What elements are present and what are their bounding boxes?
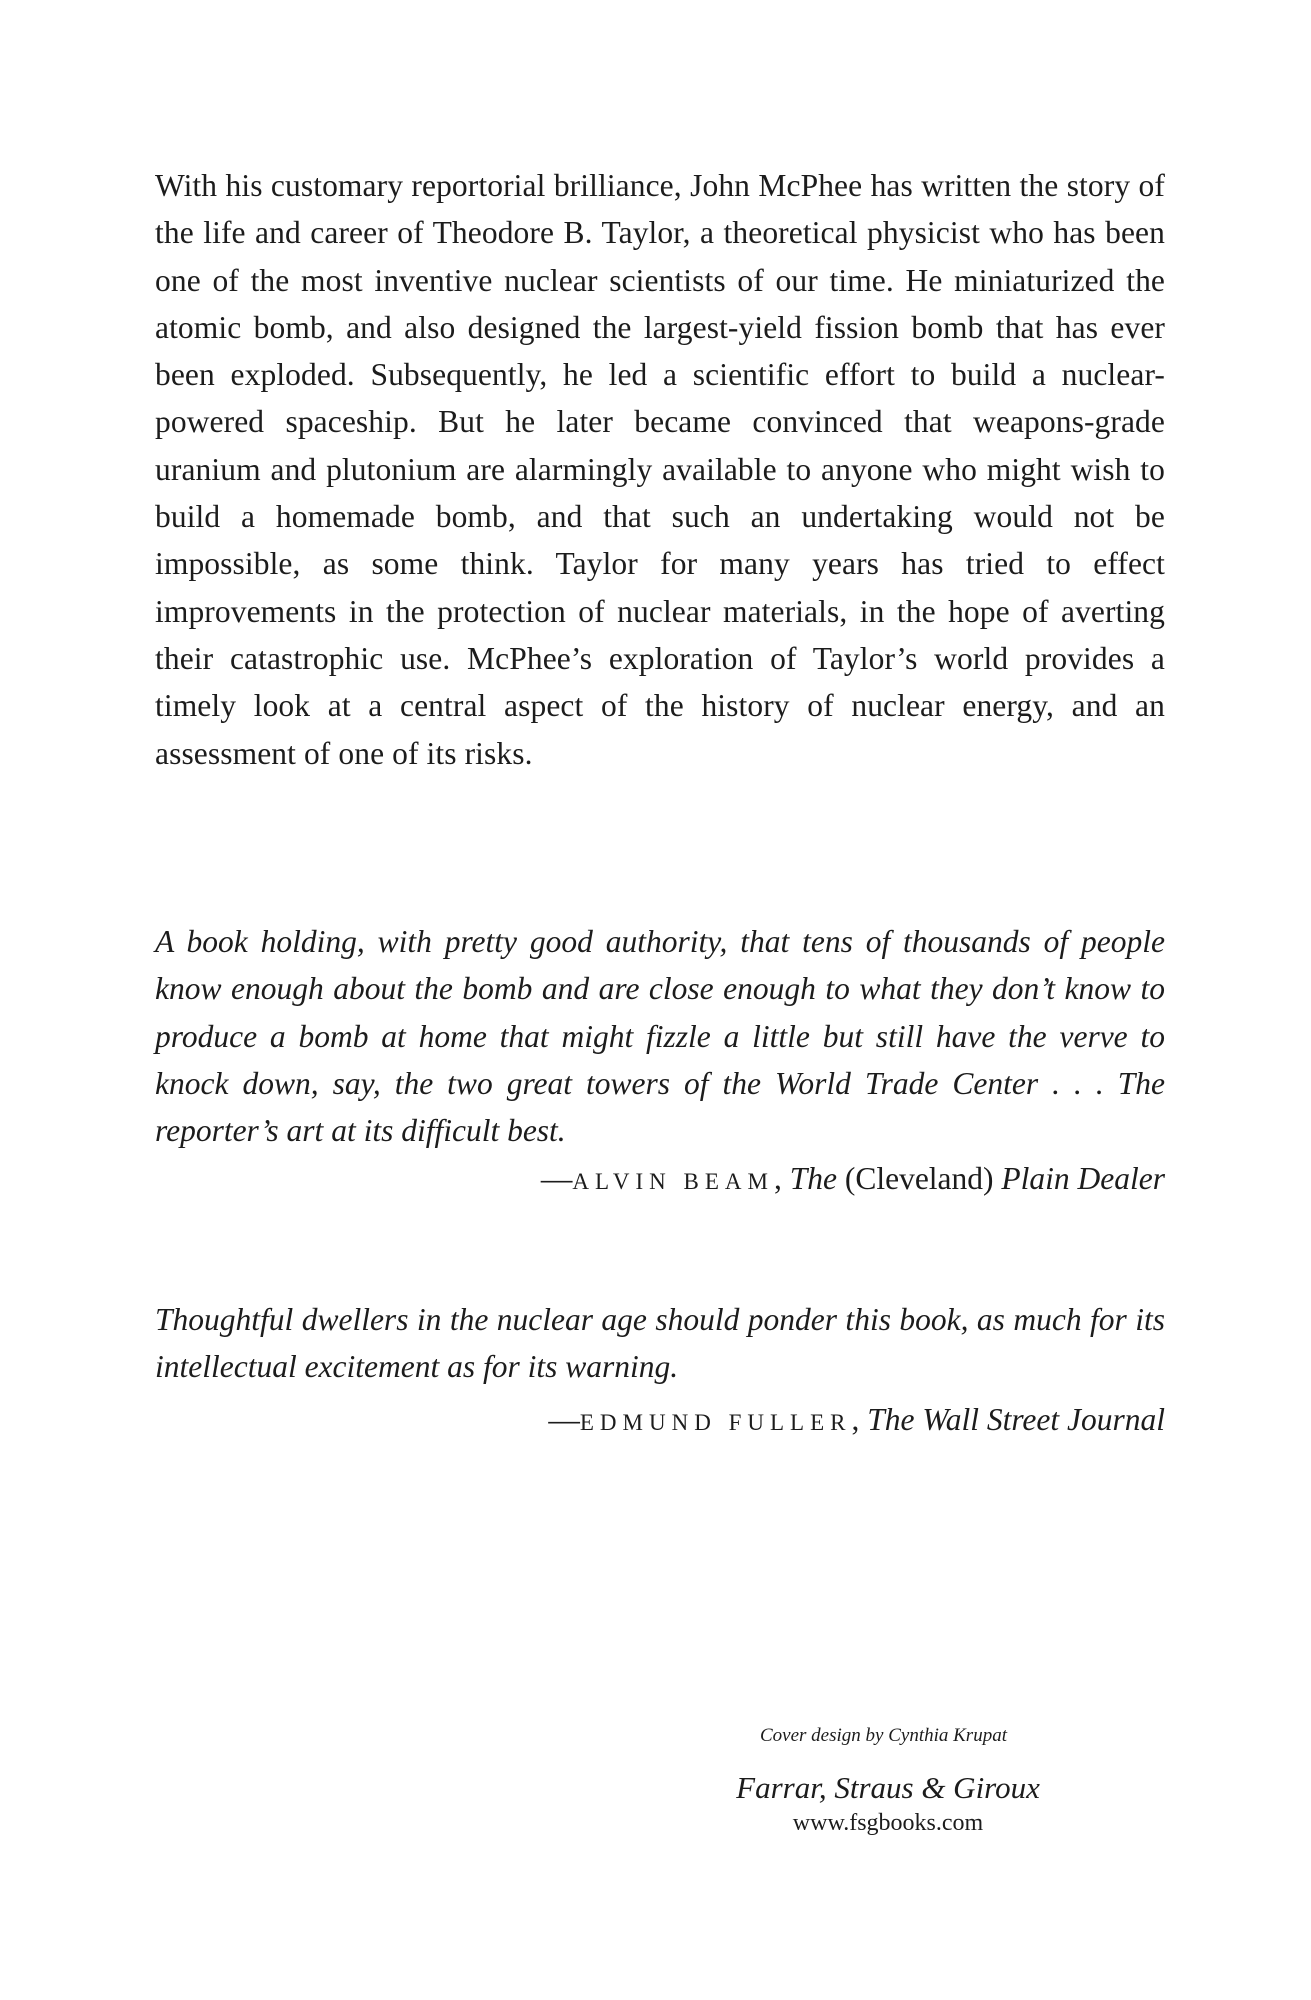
attribution-separator: , — [851, 1402, 868, 1437]
review-source-article: The — [789, 1161, 837, 1196]
publisher-name: Farrar, Straus & Giroux — [736, 1770, 1040, 1805]
review-source: The Wall Street Journal — [867, 1402, 1165, 1437]
review-source-title: Plain Dealer — [1001, 1161, 1165, 1196]
review-attribution-2 — [548, 1396, 1165, 1446]
reviewer-name: EDMUND FULLER — [579, 1410, 852, 1435]
review-source-city: (Cleveland) — [836, 1161, 1002, 1196]
reviewer-name: ALVIN BEAM — [572, 1169, 774, 1194]
publisher-block — [723, 1768, 1053, 1838]
review-quote-2: Thoughtful dwellers in the nuclear age should ponder this book, as much for its intellectual excitement as for its warning. — [155, 1302, 1165, 1385]
review-attribution-1 — [541, 1155, 1165, 1205]
review-quote-1: A book holding, with pretty good authority, that tens of thousands of people know enough about the bomb and are close enough to what they don’t know to produce a bomb at home that might fizzle a little but still have the verve to knock down, say, the two great towers of the World Trade Center . . . The reporter’s art at its difficult best. — [155, 924, 1165, 1149]
publisher-url: www.fsgbooks.com — [792, 1810, 984, 1836]
attribution-dash: — — [548, 1402, 580, 1437]
attribution-dash: — — [540, 1161, 573, 1196]
book-description: With his customary reportorial brilliance, John McPhee has written the story of the life and career of Theodore B. Taylor, a theoretical physicist who has been one of the most inventive nuclear scientists of our time. He miniaturized the atomic bomb, and also designed the largest-yield fission bomb that has ever been exploded. Subsequently, he led a scientific effort to build a nuclear-powered spaceship. But he later became convinced that weapons-grade uranium and plutonium are alarmingly available to anyone who might wish to build a homemade bomb, and that such an undertaking would not be impossible, as some think. Taylor for many years has tried to effect improvements in the protection of nuclear materials, in the hope of averting their catastrophic use. McPhee’s exploration of Taylor’s world provides a timely look at a central aspect of the history of nuclear energy, and an assessment of one of its risks. — [155, 168, 1165, 771]
cover-design-credit: Cover design by Cynthia Krupat — [760, 1725, 1007, 1746]
attribution-separator: , — [773, 1161, 790, 1196]
